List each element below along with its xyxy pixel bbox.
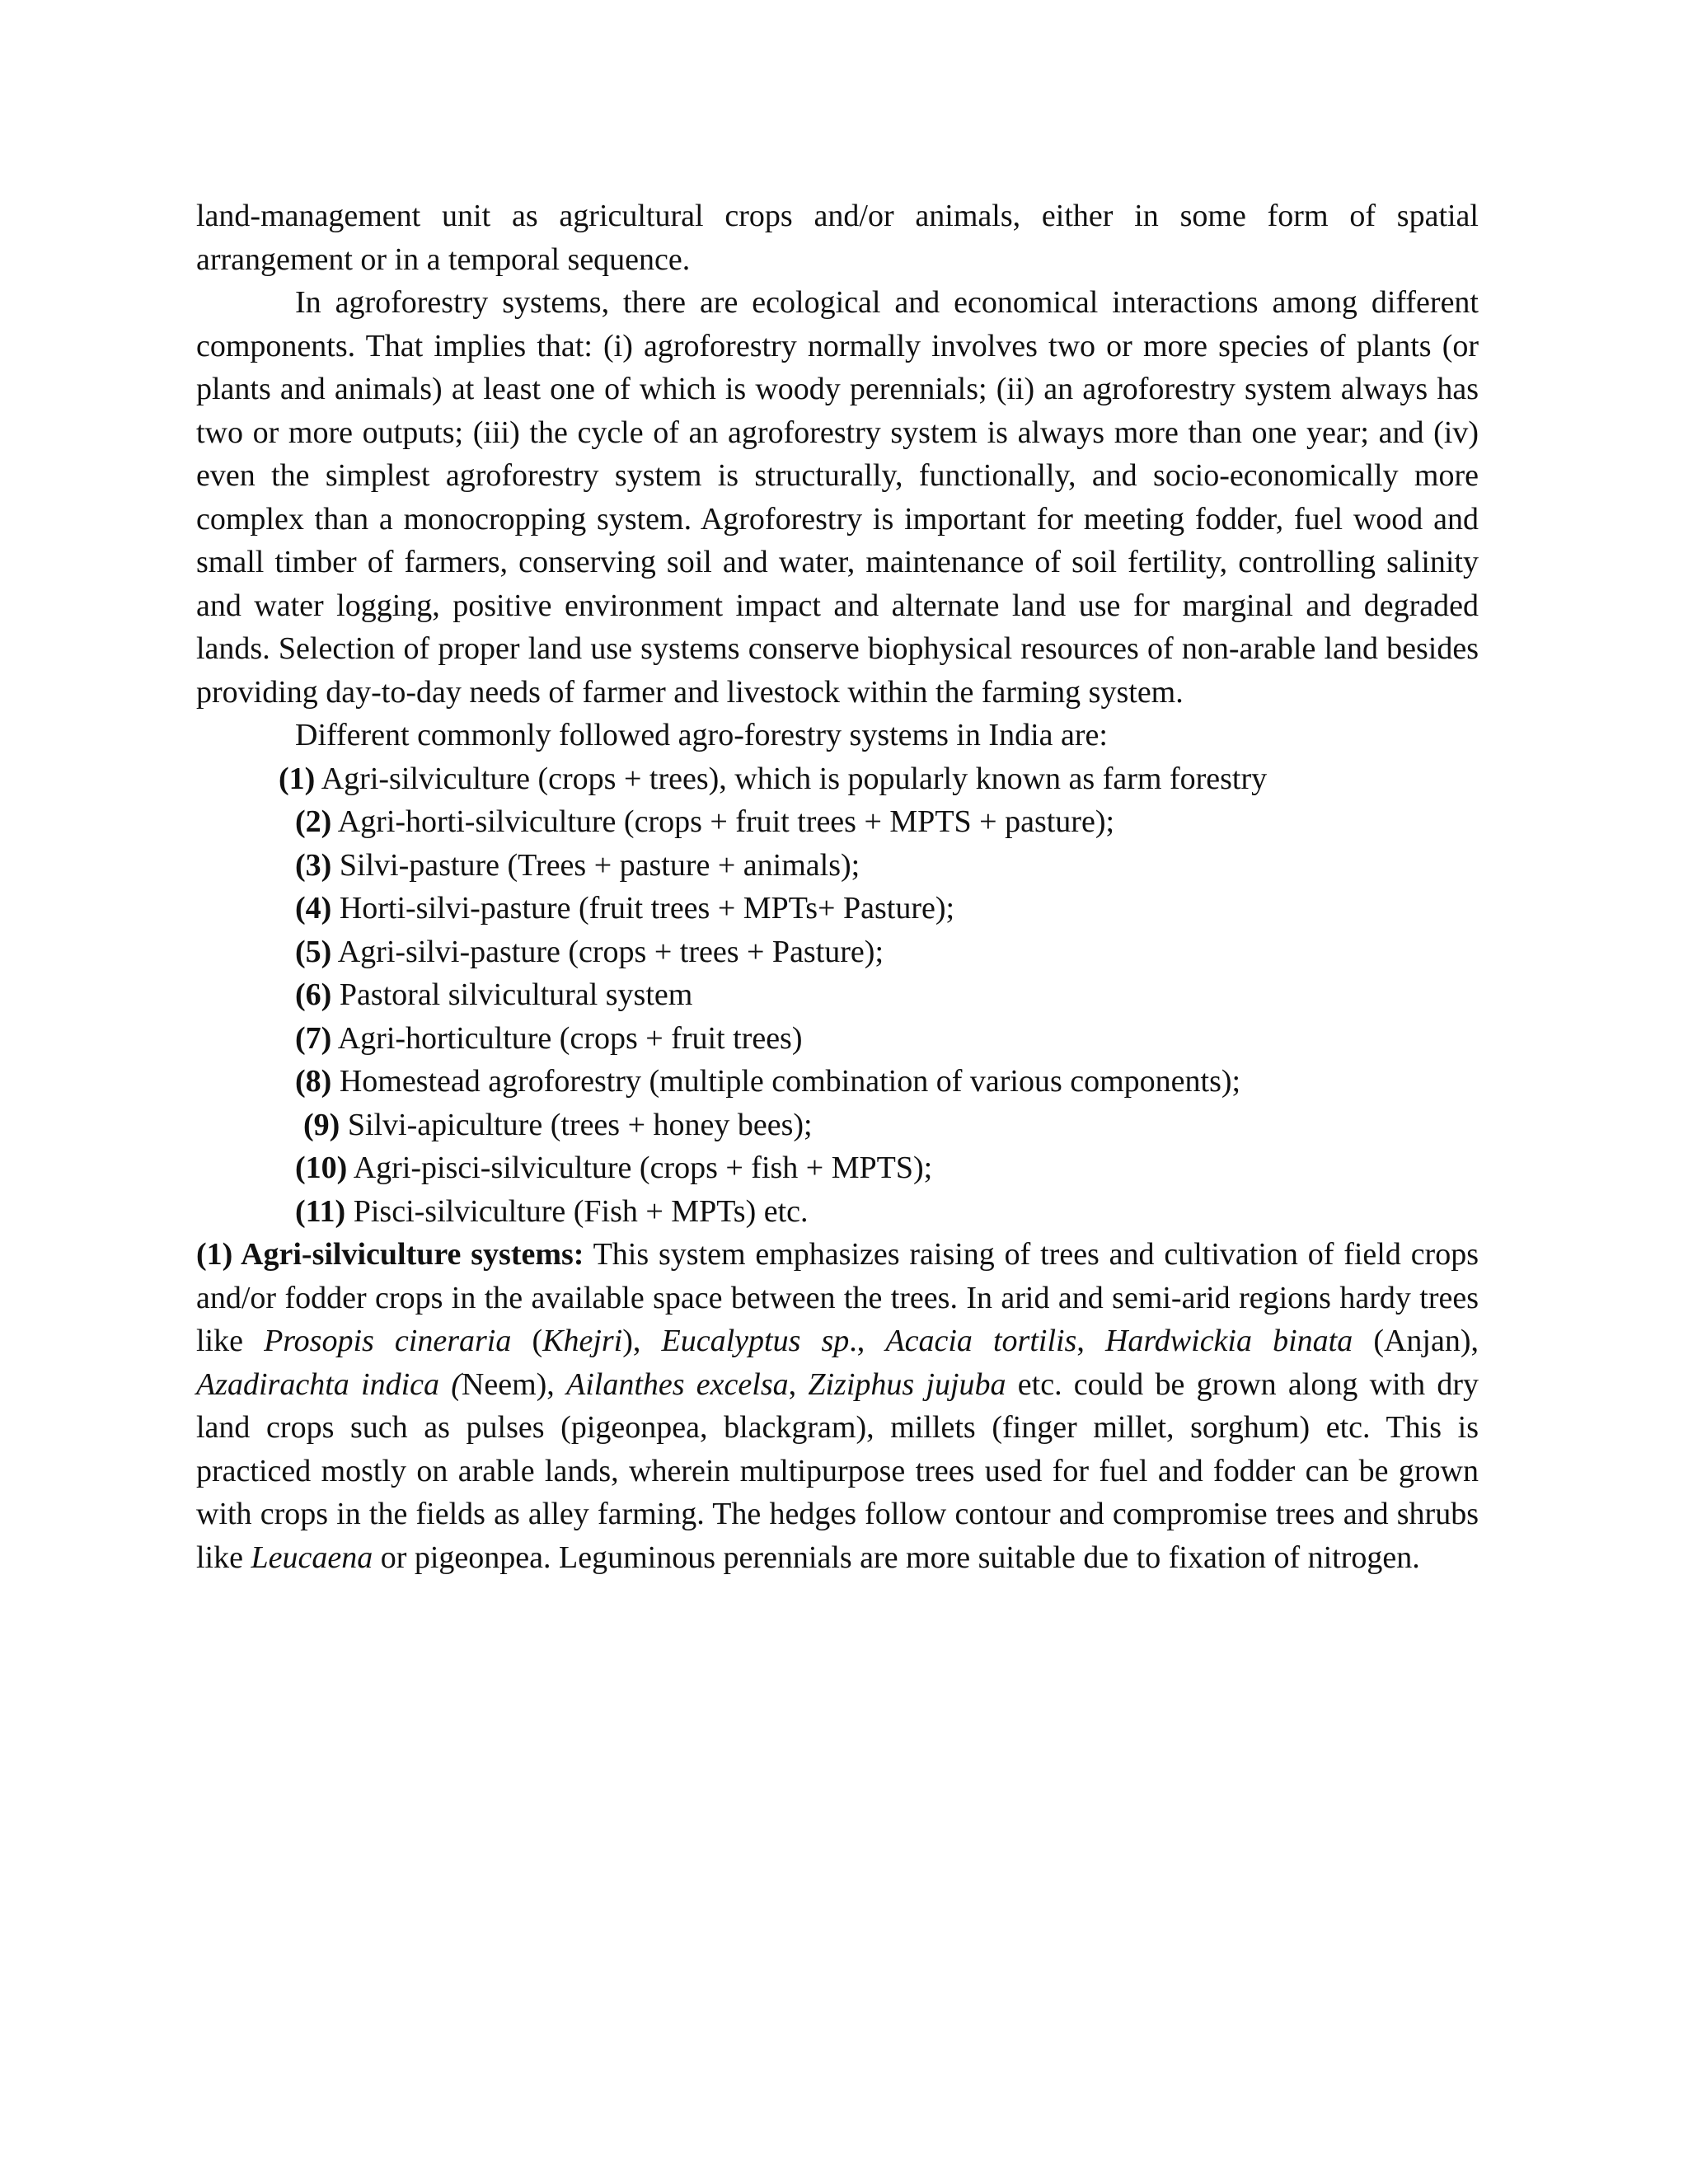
list-text: Silvi-apiculture (trees + honey bees); [340,1107,813,1142]
paragraph-continuation: land-management unit as agricultural crops and/or animals, either in some form of spatial arrangement or in a temporal sequence. [196,199,1479,277]
species-name: Prosopis cineraria [264,1324,512,1358]
species-name: Eucalyptus sp [661,1324,850,1358]
list-item [196,887,1479,930]
list-number: (8) [295,1064,332,1099]
species-name: Leucaena [251,1540,373,1575]
body-text: ( [511,1324,543,1358]
body-text: or pigeonpea. Leguminous perennials are more suitable due to fixation of nitrogen. [373,1540,1420,1575]
species-name: Ailanthes excelsa [566,1366,789,1402]
list-number: (10) [295,1151,348,1185]
list-text: Horti-silvi-pasture (fruit trees + MPTs+ Pasture); [331,891,955,926]
list-item [196,1104,1479,1147]
local-name: Khejri [542,1324,623,1358]
list-item [196,930,1479,974]
list-text: Homestead agroforestry (multiple combination of various components); [331,1064,1241,1099]
document-page [196,194,1479,1579]
list-text: Agri-pisci-silviculture (crops + fish + MPTS); [347,1151,933,1185]
list-item [196,800,1479,844]
list-text: Agri-silviculture (crops + trees), which is popularly known as farm forestry [315,761,1268,796]
list-number: (9) [303,1107,340,1142]
body-text: , [1076,1324,1105,1358]
list-text: Pisci-silviculture (Fish + MPTs) etc. [345,1193,809,1229]
species-name: Hardwickia binata [1104,1324,1353,1358]
body-text: ., [849,1324,886,1358]
list-text: Agri-horticulture (crops + fruit trees) [331,1020,803,1056]
list-number: (7) [295,1020,332,1056]
list-text: Pastoral silvicultural system [331,977,693,1012]
species-name: Ziziphus jujuba [808,1366,1006,1402]
list-item [196,1190,1479,1234]
list-number: (11) [295,1193,346,1229]
agroforestry-systems-list [196,757,1479,1234]
list-item [196,1146,1479,1190]
list-text: Agri-horti-silviculture (crops + fruit trees + MPTS + pasture); [331,804,1115,839]
list-item [196,1017,1479,1061]
list-number: (4) [295,891,332,926]
body-text: Neem), [461,1366,567,1402]
body-text: , [788,1366,809,1402]
section-heading: (1) Agri-silviculture systems: [196,1237,584,1272]
list-text: Agri-silvi-pasture (crops + trees + Pasture); [331,934,884,969]
body-text: This system emphasizes raising of trees and cultivation of field crops and/or fodder crops in the available space between the trees. In arid and semi-arid regions hardy trees like [196,1237,1479,1358]
paragraph-agri-silviculture [196,1233,1479,1579]
body-text: (Anjan), [1353,1324,1479,1358]
list-item [196,973,1479,1017]
list-intro: Different commonly followed agro-forestry systems in India are: [295,718,1108,752]
list-number: (2) [295,804,332,839]
list-number: (5) [295,934,332,969]
list-number: (6) [295,977,332,1012]
body-text: etc. could be grown along with dry land crops such as pulses (pigeonpea, blackgram), millets (finger millet, sorghum) etc. This is practiced mostly on arable lands, wherein multipurpose trees used for fuel and fodder can be grown with crops in the fields as alley farming. The hedges follow contour and compromise trees and shrubs like [196,1366,1479,1575]
list-item [196,844,1479,888]
paragraph-agroforestry-interactions: In agroforestry systems, there are ecological and economical interactions among different components. That implies that: (i) agroforestry normally involves two or more species of plants (or plants and animals) at least one of which is woody perennials; (ii) an agroforestry system always has two or more outputs; (iii) the cycle of an agroforestry system is always more than one year; and (iv) even the simplest agroforestry system is structurally, functionally, and socio-economically more complex than a monocropping system. Agroforestry is important for meeting fodder, fuel wood and small timber of farmers, conserving soil and water, maintenance of soil fertility, controlling salinity and water logging, positive environment impact and alternate land use for marginal and degraded lands. Selection of proper land use systems conserve biophysical resources of non-arable land besides providing day-to-day needs of farmer and livestock within the farming system. [196,285,1479,710]
list-number: (3) [295,847,332,883]
body-text: ), [622,1324,662,1358]
list-item [196,1060,1479,1104]
list-number: (1) [279,761,316,796]
list-item [196,757,1479,801]
species-name: Azadirachta indica ( [196,1366,462,1402]
list-text: Silvi-pasture (Trees + pasture + animals); [331,847,860,883]
species-name: Acacia tortilis [885,1324,1077,1358]
